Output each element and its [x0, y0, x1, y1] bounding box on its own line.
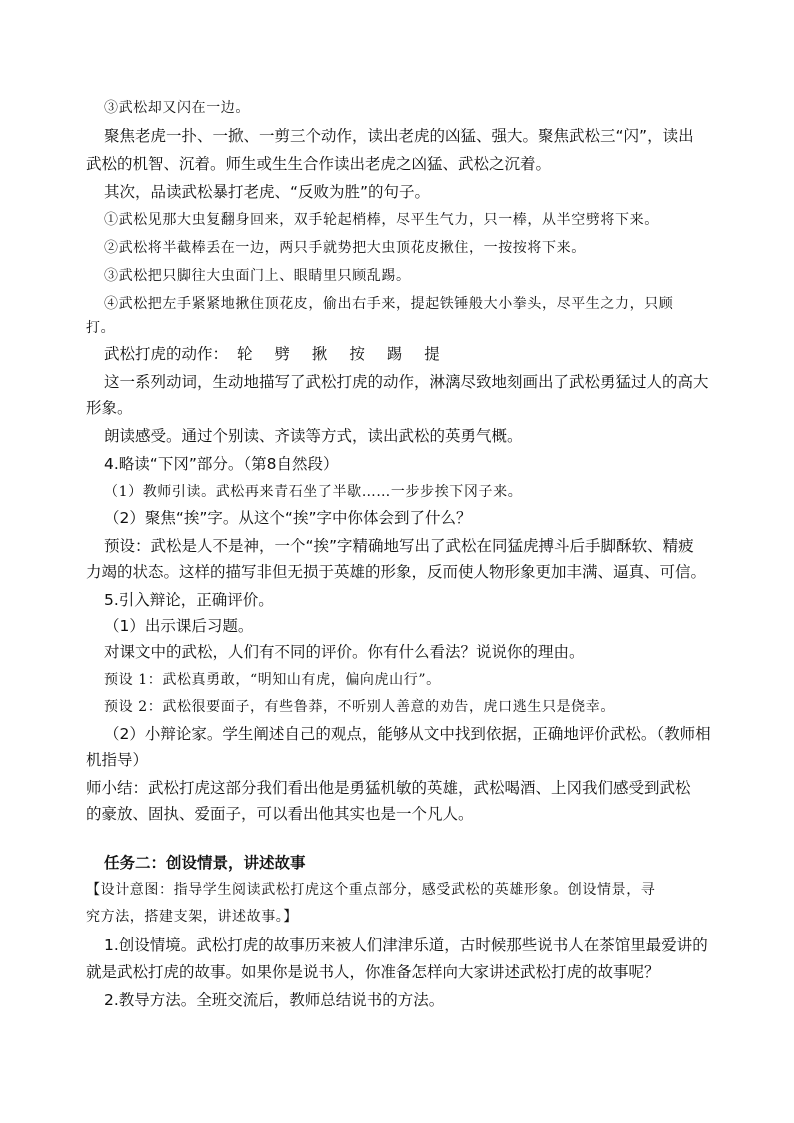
text-line: 对课文中的武松，人们有不同的评价。你有什么看法？说说你的理由。 — [104, 643, 585, 661]
text-line: 预设 1：武松真勇敢，“明知山有虎，偏向虎山行”。 — [104, 672, 441, 688]
verb: 劈 — [274, 345, 290, 363]
text-line: 4.略读“下冈”部分。（第8自然段） — [104, 455, 339, 473]
text-line: 这一系列动词，生动地描写了武松打虎的动作，淋漓尽致地刻画出了武松勇猛过人的高大 — [104, 373, 709, 391]
text-line: （1）教师引读。武松再来青石坐了半歇……一步步挨下冈子来。 — [104, 484, 523, 500]
verbs-line — [104, 344, 440, 364]
text-line: 打。 — [86, 320, 116, 336]
text-line: 武松的机智、沉着。师生或生生合作读出老虎之凶猛、武松之沉着。 — [86, 155, 552, 173]
text-line: ④武松把左手紧紧地揪住顶花皮，偷出右手来，提起铁锤般大小拳头，尽平生之力，只顾 — [104, 296, 674, 312]
text-line: （2）聚焦“挨”字。从这个“挨”字中你体会到了什么？ — [104, 509, 472, 527]
text-line: 2.教导方法。全班交流后，教师总结说书的方法。 — [104, 991, 445, 1009]
verbs-label: 武松打虎的动作： — [104, 345, 229, 363]
text-line: 就是武松打虎的故事。如果你是说书人，你准备怎样向大家讲述武松打虎的故事呢？ — [86, 963, 660, 981]
text-line: 机指导） — [86, 751, 149, 769]
section-heading: 任务二：创设情景，讲述故事 — [104, 854, 306, 872]
text-line: 究方法，搭建支架，讲述故事。】 — [86, 909, 298, 925]
text-line: 其次，品读武松暴打老虎、“反败为胜”的句子。 — [104, 183, 431, 201]
verb: 踢 — [386, 345, 403, 363]
verb: 按 — [349, 345, 365, 363]
verb: 轮 — [236, 345, 253, 363]
text-line: 5.引入辩论，正确评价。 — [104, 591, 274, 609]
text-line: 预设：武松是人不是神，一个“挨”字精确地写出了武松在同猛虎搏斗后手脚酥软、精疲 — [104, 537, 694, 555]
text-line: ①武松见那大虫复翻身回来，双手轮起梢棒，尽平生气力，只一棒，从半空劈将下来。 — [104, 212, 659, 228]
text-line: ③武松却又闪在一边。 — [104, 100, 250, 116]
text-line: 师小结：武松打虎这部分我们看出他是勇猛机敏的英雄，武松喝酒、上冈我们感受到武松 — [86, 779, 691, 797]
text-line: （1）出示课后习题。 — [104, 617, 254, 635]
text-line: ②武松将半截棒丢在一边，两只手就势把大虫顶花皮揪住，一按按将下来。 — [104, 240, 586, 256]
verb: 揪 — [311, 345, 328, 363]
text-line: 预设 2：武松很要面子，有些鲁莽，不听别人善意的劝告，虎口逃生只是侥幸。 — [104, 699, 615, 715]
text-line: ③武松把只脚往大虫面门上、眼睛里只顾乱踢。 — [104, 268, 411, 284]
text-line: 朗读感受。通过个别读、齐读等方式，读出武松的英勇气概。 — [104, 427, 523, 445]
text-line: 1.创设情境。武松打虎的故事历来被人们津津乐道，古时候那些说书人在茶馆里最爱讲的 — [104, 936, 708, 954]
text-line: 力竭的状态。这样的描写非但无损于英雄的形象，反而使人物形象更加丰满、逼真、可信。 — [86, 563, 707, 581]
text-line: 形象。 — [86, 399, 133, 417]
text-line: 聚焦老虎一扑、一掀、一剪三个动作，读出老虎的凶猛、强大。聚焦武松三“闪”，读出 — [104, 127, 694, 145]
text-line: 【设计意图：指导学生阅读武松打虎这个重点部分，感受武松的英雄形象。创设情景，寻 — [86, 882, 656, 898]
text-line: 的豪放、固执、爱面子，可以看出他其实也是一个凡人。 — [86, 805, 474, 823]
text-line: （2）小辩论家。学生阐述自己的观点，能够从文中找到依据，正确地评价武松。（教师相 — [104, 725, 711, 743]
verb: 提 — [424, 345, 440, 363]
verbs-list — [237, 345, 440, 363]
